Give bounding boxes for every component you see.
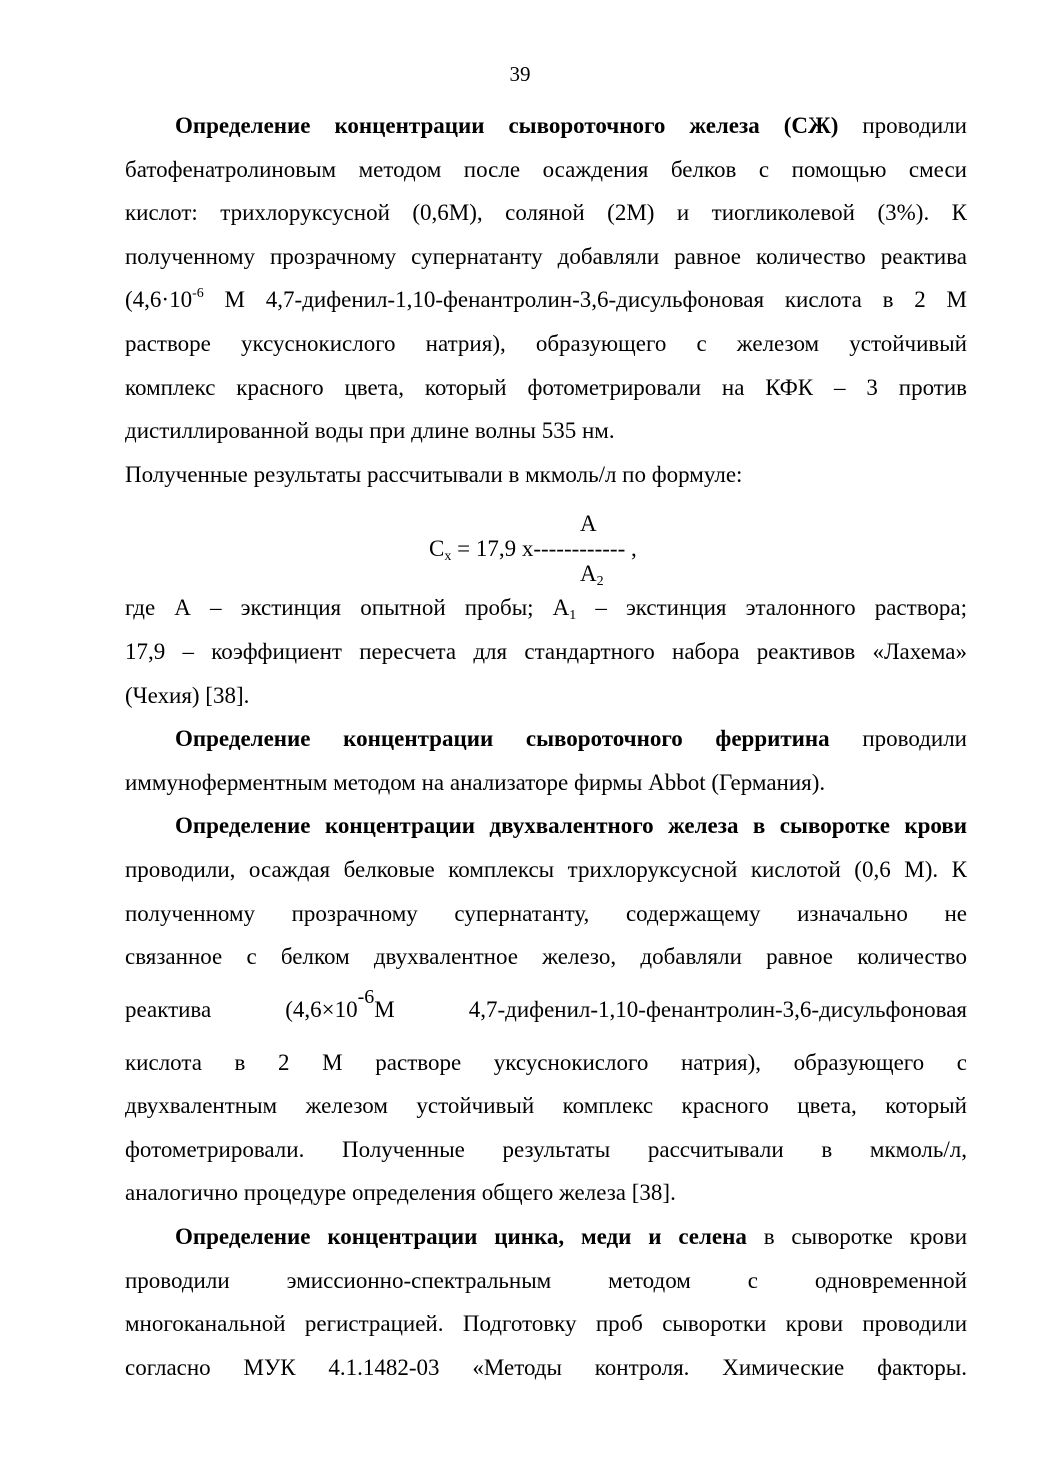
paragraph-line: ($4,6\cdot 10^{-6}$ М 4,7-дифенил-1,10-фенантролин-3,6-дисульфоновая кислота в 2 М (125, 286, 967, 313)
paragraph-line: фотометрировали. Полученные результаты рассчитывали в мкмоль/л, (125, 1136, 967, 1162)
formula (125, 496, 967, 590)
heading-serum-iron: Определение концентрации сывороточного железа (СЖ) (175, 113, 839, 138)
body-text (125, 104, 967, 1389)
paragraph-line: двухвалентным железом устойчивый комплекс красного цвета, который (125, 1093, 967, 1119)
paragraph-line: полученному прозрачному супернатанту, содержащему изначально не (125, 900, 967, 926)
formula-denominator: $A_2$ (580, 561, 604, 590)
paragraph-line: реактива (4,6×10-6М 4,7-дифенил-1,10-фенантролин-3,6-дисульфоновая (125, 985, 968, 1022)
paragraph-line: где А – экстинция опытной пробы; $А_1$ – экстинция эталонного раствора; (125, 595, 967, 624)
paragraph-line: батофенатролиновым методом после осаждения белков с помощью смеси (125, 156, 967, 182)
paragraph-line: дистиллированной воды при длине волны 535 нм. (125, 418, 615, 444)
formula-main: $C_x = 17,9$ x------------ , (429, 536, 637, 565)
paragraph-line: многоканальной регистрацией. Подготовку проб сыворотки крови проводили (125, 1311, 967, 1337)
paragraph-trace-elements-line-1: Определение концентрации цинка, меди и селена в сыворотке крови (175, 1224, 968, 1250)
formula-numerator: A (580, 511, 597, 537)
paragraph-line: связанное с белком двухвалентное железо, добавляли равное количество (125, 944, 967, 970)
paragraph-line: 17,9 – коэффициент пересчета для стандартного набора реактивов «Лахема» (125, 638, 967, 664)
paragraph-line: иммуноферментным методом на анализаторе фирмы Abbot (Германия). (125, 769, 826, 795)
heading-ferritin: Определение концентрации сывороточного ферритина (175, 726, 830, 752)
heading-trace-elements: Определение концентрации цинка, меди и селена (175, 1224, 747, 1250)
paragraph-line: аналогично процедуре определения общего железа [38]. (125, 1180, 676, 1206)
paragraph-ferritin-line-1: Определение концентрации сывороточного ферритина проводили (175, 726, 967, 752)
paragraph-line: растворе уксуснокислого натрия), образующего с железом устойчивый (125, 330, 967, 356)
page-number: 39 (509, 62, 531, 86)
paragraph-serum-iron-line-1: Определение концентрации сывороточного железа (СЖ) проводили (175, 113, 967, 138)
paragraph-line: согласно МУК 4.1.1482-03 «Методы контроля. Химические факторы. (125, 1354, 967, 1380)
paragraph-line: проводили, осаждая белковые комплексы трихлоруксусной кислотой (0,6 М). К (125, 856, 967, 882)
paragraph-line: кислота в 2 М растворе уксуснокислого натрия), образующего с (125, 1049, 967, 1075)
heading-ferrous-iron: Определение концентрации двухвалентного железа в сыворотке крови (175, 813, 967, 839)
formula-intro: Полученные результаты рассчитывали в мкмоль/л по формуле: (125, 461, 743, 487)
paragraph-line: (Чехия) [38]. (125, 682, 250, 708)
paragraph-line: полученному прозрачному супернатанту добавляли равное количество реактива (125, 243, 967, 269)
paragraph-ferrous-iron-line-1 (125, 804, 967, 848)
paragraph-line: кислот: трихлоруксусной (0,6М), соляной (2М) и тиогликолевой (3%). К (125, 200, 967, 226)
paragraph-line: проводили эмиссионно-спектральным методом с одновременной (125, 1267, 967, 1293)
paragraph-line: комплекс красного цвета, который фотометрировали на КФК – 3 против (125, 374, 967, 400)
